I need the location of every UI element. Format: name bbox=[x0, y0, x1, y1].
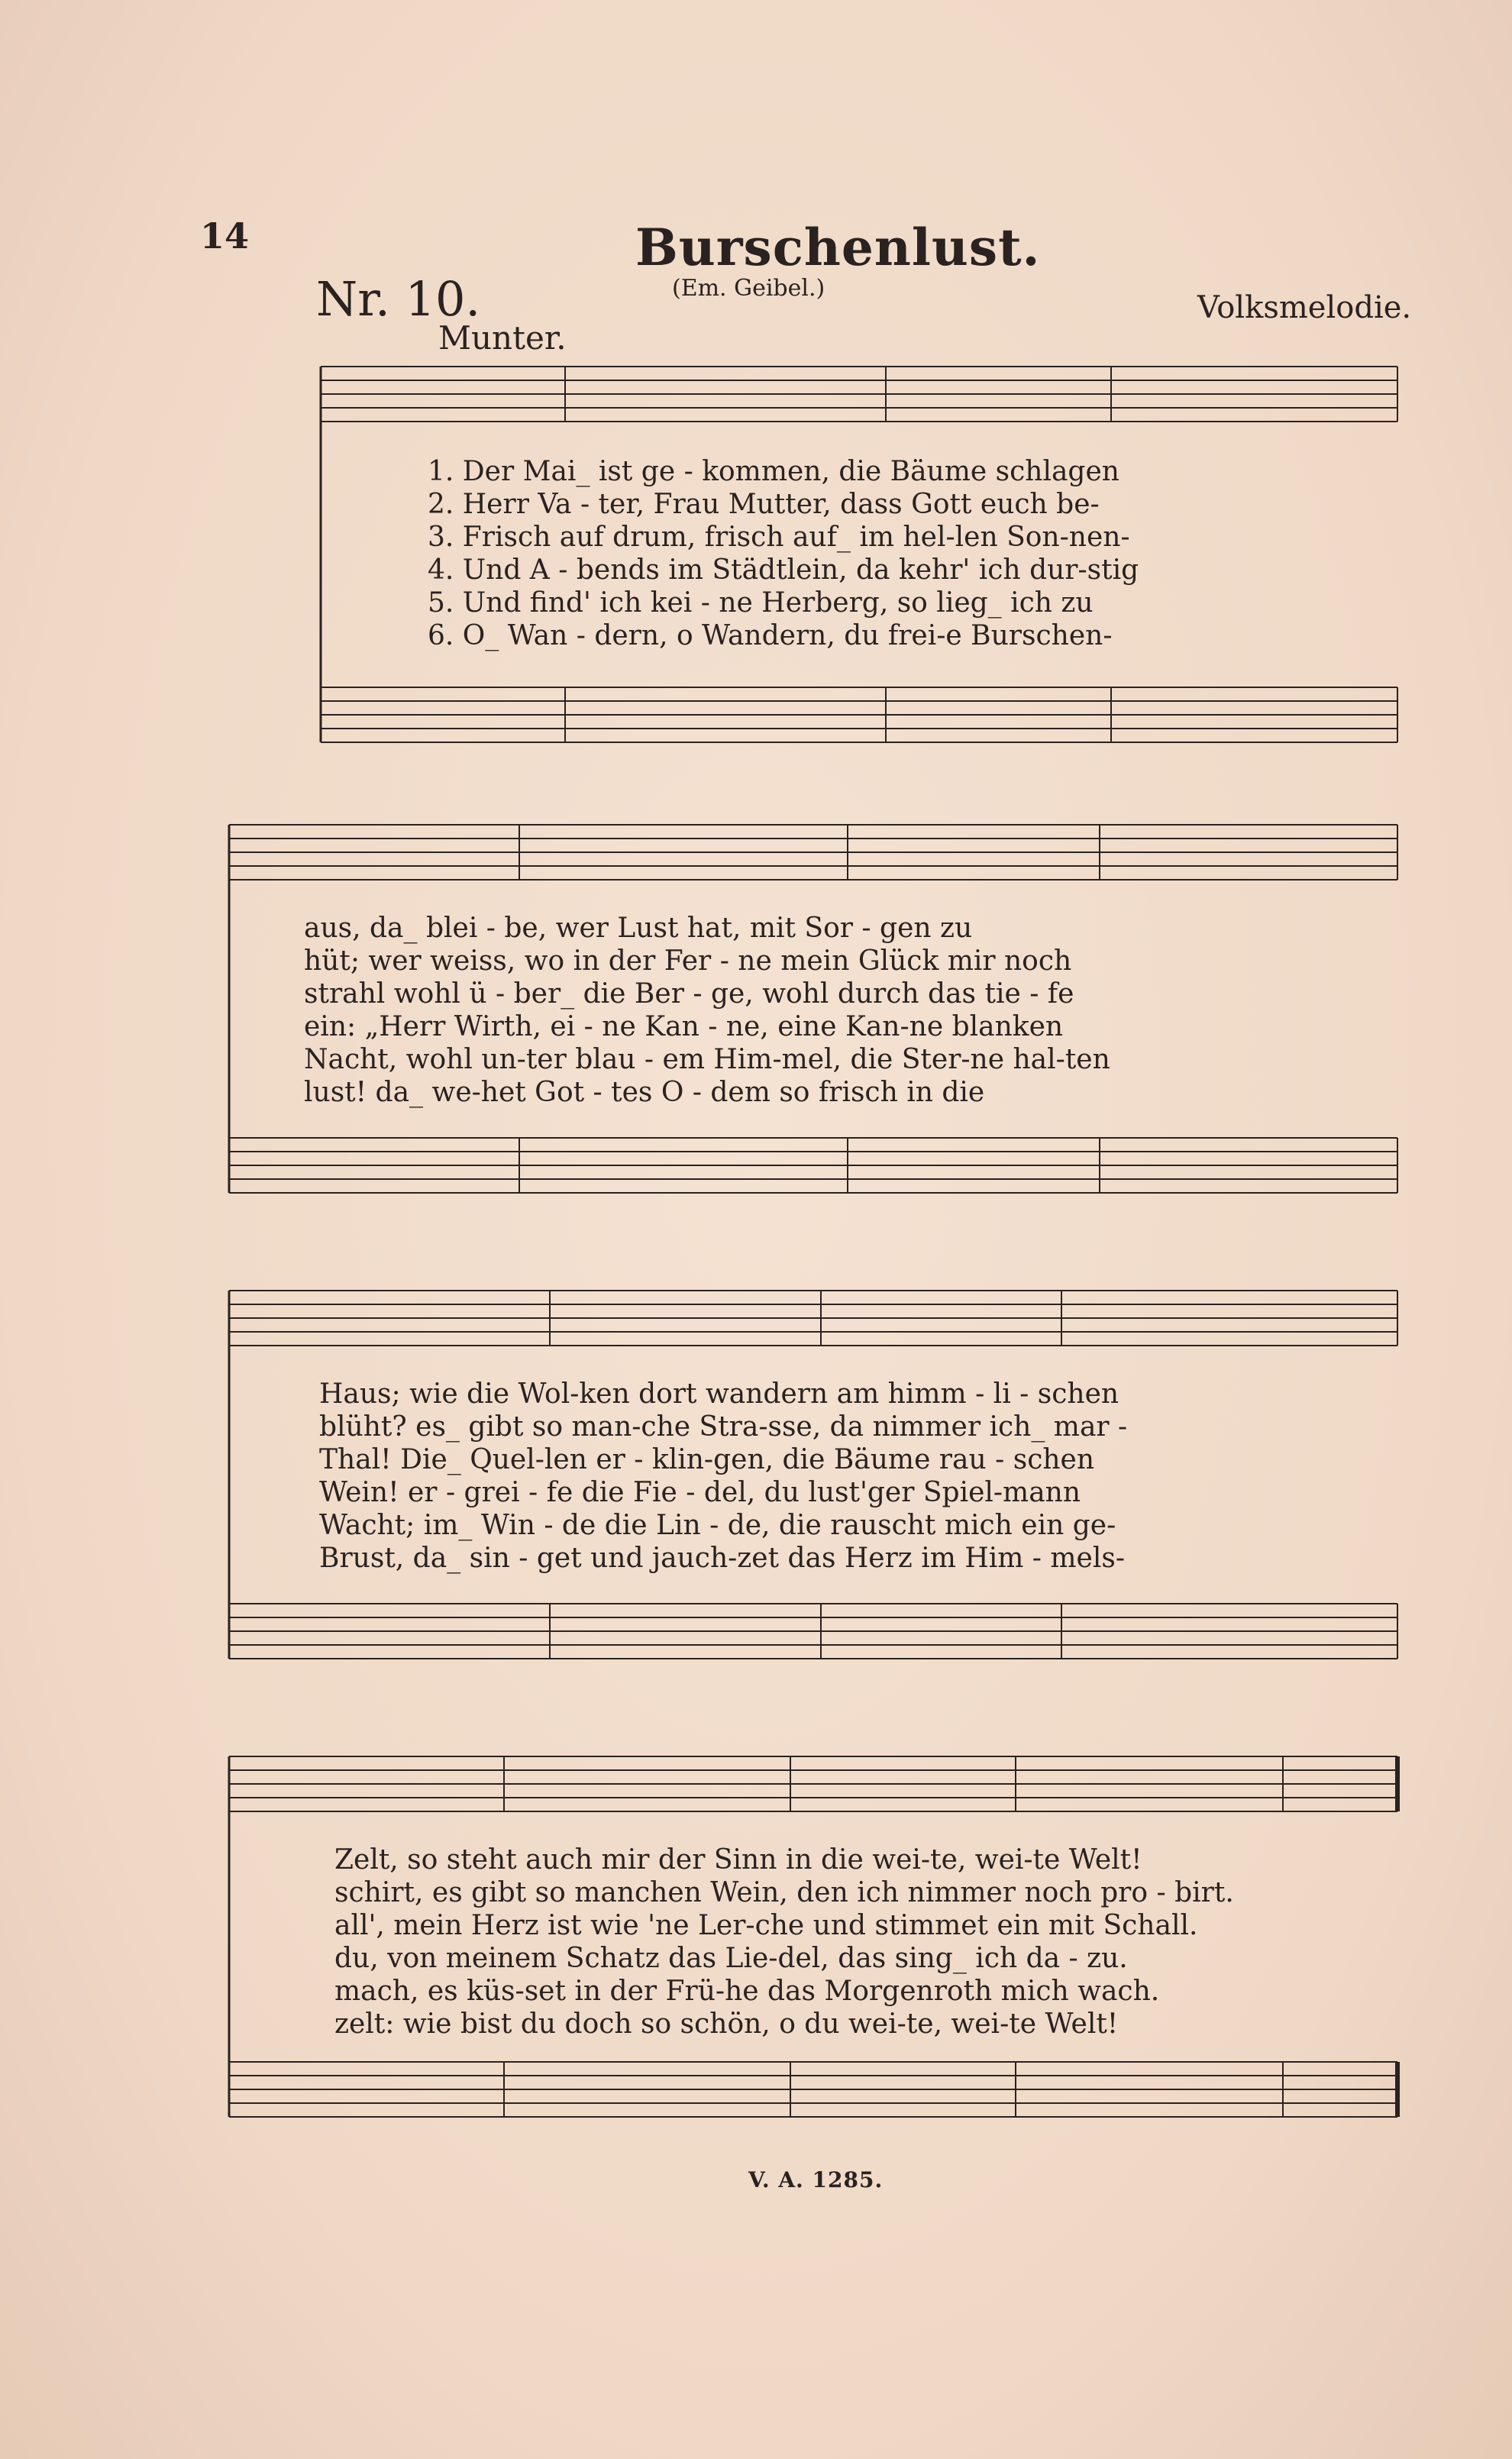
lyric-line: schirt, es gibt so manchen Wein, den ich nimmer noch pro - birt. bbox=[334, 1877, 1234, 1908]
composer-credit: Volksmelodie. bbox=[1197, 290, 1412, 325]
lyric-line: zelt: wie bist du doch so schön, o du wei-te, wei-te Welt! bbox=[334, 2008, 1119, 2040]
lyric-line: 4. Und A - bends im Städtlein, da kehr' ich dur-stig bbox=[428, 554, 1139, 586]
lyric-line: mach, es küs-set in der Frü-he das Morgenroth mich wach. bbox=[334, 1976, 1160, 2007]
lyric-line: Nacht, wohl un-ter blau - em Him-mel, die Ster-ne hal-ten bbox=[304, 1044, 1110, 1075]
lyric-line: hüt; wer weiss, wo in der Fer - ne mein Glück mir noch bbox=[304, 945, 1072, 977]
lyric-line: lust! da_ we-het Got - tes O - dem so frisch in die bbox=[304, 1077, 985, 1108]
page-number: 14 bbox=[200, 215, 250, 257]
lyric-line: 3. Frisch auf drum, frisch auf_ im hel-len Son-nen- bbox=[428, 522, 1130, 553]
system-2-lyrics bbox=[304, 912, 1110, 1109]
lyric-line: 6. O_ Wan - dern, o Wandern, du frei-e Burschen- bbox=[428, 620, 1113, 651]
system-3-lyrics bbox=[319, 1378, 1127, 1575]
lyric-line: strahl wohl ü - ber_ die Ber - ge, wohl durch das tie - fe bbox=[304, 978, 1074, 1010]
lyric-line: ein: „Herr Wirth, ei - ne Kan - ne, eine Kan-ne blanken bbox=[304, 1011, 1064, 1042]
lyric-line: all', mein Herz ist wie 'ne Ler-che und stimmet ein mit Schall. bbox=[334, 1910, 1198, 1941]
lyric-line: Wacht; im_ Win - de die Lin - de, die rauscht mich ein ge- bbox=[319, 1510, 1116, 1541]
lyric-line: aus, da_ blei - be, wer Lust hat, mit Sor - gen zu bbox=[304, 913, 973, 944]
lyric-line: Thal! Die_ Quel-len er - klin-gen, die Bäume rau - schen bbox=[319, 1444, 1095, 1475]
lyric-line: 2. Herr Va - ter, Frau Mutter, dass Gott euch be- bbox=[428, 489, 1100, 520]
lyric-line: du, von meinem Schatz das Lie-del, das sing_ ich da - zu. bbox=[334, 1943, 1128, 1974]
lyric-line: Zelt, so steht auch mir der Sinn in die wei-te, wei-te Welt! bbox=[334, 1844, 1142, 1876]
song-title: Burschenlust. bbox=[635, 218, 1041, 277]
lyric-line: Wein! er - grei - fe die Fie - del, du lust'ger Spiel-mann bbox=[319, 1477, 1081, 1508]
lyric-line: blüht? es_ gibt so man-che Stra-sse, da nimmer ich_ mar - bbox=[319, 1411, 1128, 1443]
tempo-marking: Munter. bbox=[438, 319, 567, 357]
lyric-line: Brust, da_ sin - get und jauch-zet das Herz im Him - mels- bbox=[319, 1543, 1126, 1574]
system-4-lyrics bbox=[334, 1843, 1234, 2041]
system-1-lyrics bbox=[428, 455, 1139, 652]
lyric-line: 5. Und find' ich kei - ne Herberg, so lieg_ ich zu bbox=[428, 587, 1094, 619]
poet-credit: (Em. Geibel.) bbox=[672, 275, 825, 302]
song-number: Nr. 10. bbox=[316, 271, 481, 327]
publisher-number: V. A. 1285. bbox=[748, 2167, 884, 2192]
lyric-line: Haus; wie die Wol-ken dort wandern am himm - li - schen bbox=[319, 1378, 1119, 1410]
lyric-line: 1. Der Mai_ ist ge - kommen, die Bäume schlagen bbox=[428, 456, 1119, 487]
